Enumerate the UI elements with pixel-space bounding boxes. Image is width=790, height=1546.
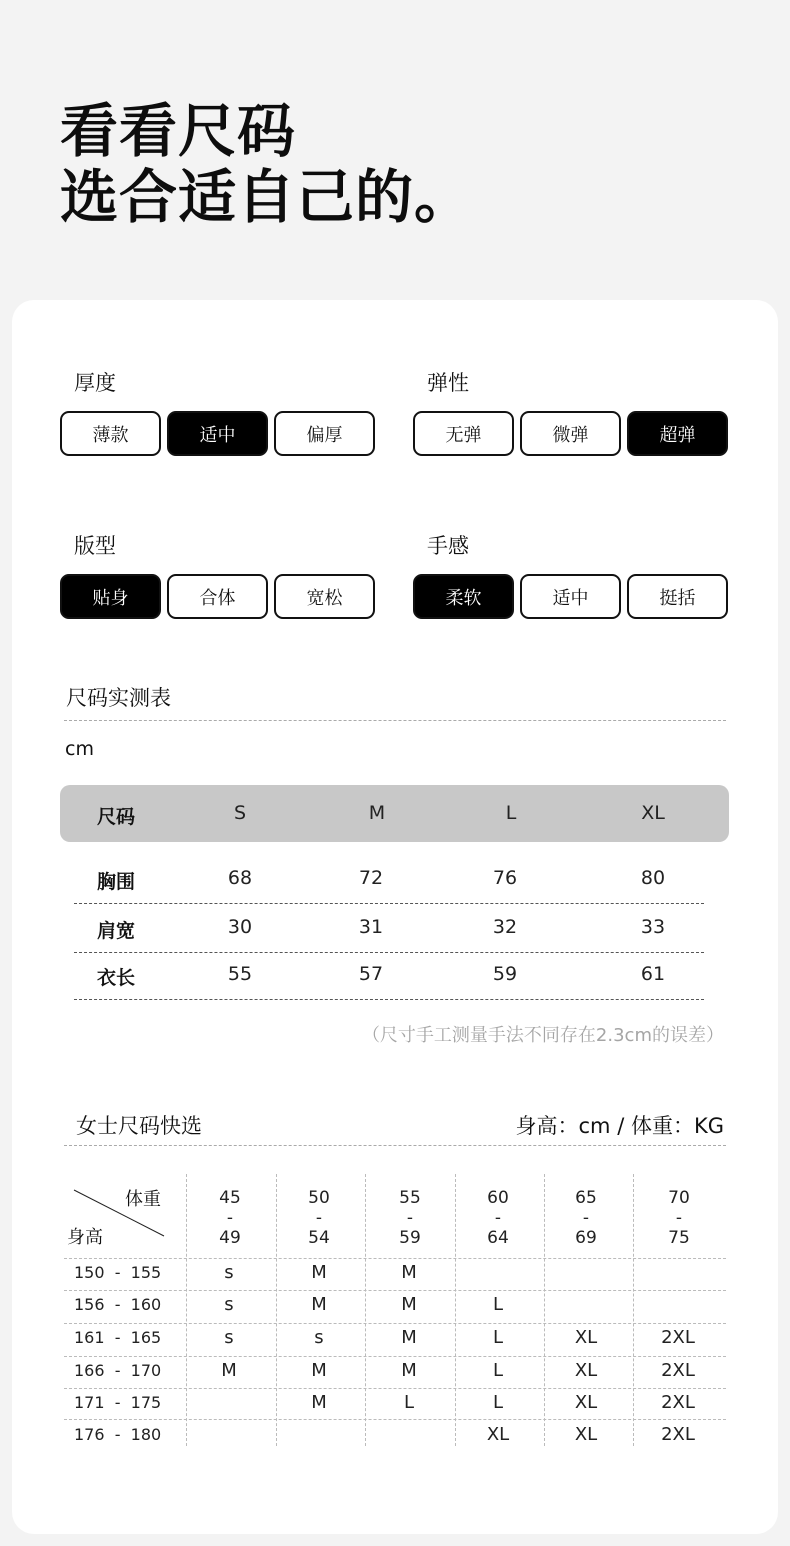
grid-line <box>633 1174 634 1446</box>
opt-super-stretch[interactable]: 超弹 <box>627 411 728 456</box>
size-cell: M <box>311 1294 327 1315</box>
size-cell: L <box>492 1360 504 1381</box>
size-cell: s <box>314 1327 324 1348</box>
size-cell: M <box>221 1360 237 1381</box>
opt-soft[interactable]: 柔软 <box>413 574 514 619</box>
measure-value: 30 <box>227 916 253 938</box>
divider <box>64 1145 726 1146</box>
size-cell: XL <box>574 1424 598 1445</box>
measure-header-s: S <box>233 802 247 824</box>
divider <box>64 720 726 721</box>
size-cell: M <box>401 1327 417 1348</box>
divider <box>74 903 704 904</box>
size-cell: L <box>492 1327 504 1348</box>
divider <box>74 999 704 1000</box>
size-cell: M <box>311 1262 327 1283</box>
height-range: 171 - 175 <box>74 1393 162 1412</box>
grid-line <box>64 1323 726 1324</box>
height-range: 166 - 170 <box>74 1361 162 1380</box>
weight-header: 体重 <box>125 1189 161 1210</box>
grid-line <box>276 1174 277 1446</box>
weight-range: 45 - 49 <box>219 1188 241 1248</box>
size-cell: s <box>224 1327 234 1348</box>
opt-loose[interactable]: 宽松 <box>274 574 375 619</box>
height-header: 身高 <box>67 1227 103 1248</box>
size-cell: XL <box>486 1424 510 1445</box>
opt-regular[interactable]: 合体 <box>167 574 268 619</box>
measure-value: 68 <box>227 867 253 889</box>
headline-line-1: 看看尺码 <box>60 97 297 165</box>
measure-note: （尺寸手工测量手法不同存在2.3cm的误差） <box>361 1025 724 1046</box>
measure-title: 尺码实测表 <box>66 686 171 710</box>
size-cell: L <box>492 1294 504 1315</box>
height-range: 161 - 165 <box>74 1328 162 1347</box>
attr-group-fit <box>60 531 380 609</box>
measure-value: 72 <box>358 867 384 889</box>
size-cell: s <box>224 1262 234 1283</box>
measure-value: 55 <box>227 963 253 985</box>
attr-title: 厚度 <box>74 371 116 395</box>
opt-slight-stretch[interactable]: 微弹 <box>520 411 621 456</box>
attr-title: 手感 <box>427 534 469 558</box>
opt-thick[interactable]: 偏厚 <box>274 411 375 456</box>
attr-group-thickness <box>60 368 380 446</box>
grid-line <box>64 1258 726 1259</box>
size-cell: 2XL <box>661 1392 695 1413</box>
height-range: 176 - 180 <box>74 1425 162 1444</box>
measure-value: 32 <box>492 916 518 938</box>
attr-title: 弹性 <box>427 371 469 395</box>
opt-stiff[interactable]: 挺括 <box>627 574 728 619</box>
size-cell: M <box>401 1294 417 1315</box>
grid-line <box>64 1290 726 1291</box>
headline-line-2: 选合适自己的。 <box>60 163 474 231</box>
opt-slim[interactable]: 贴身 <box>60 574 161 619</box>
size-cell: XL <box>574 1392 598 1413</box>
measure-row-label: 胸围 <box>96 871 135 893</box>
measure-row-label: 肩宽 <box>96 920 135 942</box>
opt-no-stretch[interactable]: 无弹 <box>413 411 514 456</box>
measure-header-xl: XL <box>641 802 665 824</box>
grid-line <box>64 1419 726 1420</box>
measure-header-m: M <box>368 802 386 824</box>
weight-range: 70 - 75 <box>668 1188 690 1248</box>
measure-header-label: 尺码 <box>96 806 135 828</box>
measure-row-label: 衣长 <box>96 967 135 989</box>
grid-line <box>544 1174 545 1446</box>
grid-line <box>64 1388 726 1389</box>
selector-unit: 身高：cm / 体重：KG <box>515 1114 724 1138</box>
grid-line <box>455 1174 456 1446</box>
measure-value: 57 <box>358 963 384 985</box>
size-cell: XL <box>574 1360 598 1381</box>
weight-range: 50 - 54 <box>308 1188 330 1248</box>
measure-unit: cm <box>65 738 94 760</box>
size-cell: 2XL <box>661 1424 695 1445</box>
measure-value: 59 <box>492 963 518 985</box>
headline <box>60 98 473 230</box>
size-cell: 2XL <box>661 1327 695 1348</box>
opt-thin[interactable]: 薄款 <box>60 411 161 456</box>
grid-line <box>365 1174 366 1446</box>
measure-value: 76 <box>492 867 518 889</box>
weight-range: 65 - 69 <box>575 1188 597 1248</box>
size-cell: 2XL <box>661 1360 695 1381</box>
size-cell: XL <box>574 1327 598 1348</box>
size-cell: s <box>224 1294 234 1315</box>
measure-value: 33 <box>640 916 666 938</box>
measure-value: 61 <box>640 963 666 985</box>
weight-range: 60 - 64 <box>487 1188 509 1248</box>
attr-group-elasticity <box>413 368 733 446</box>
height-range: 150 - 155 <box>74 1263 162 1282</box>
measure-value: 31 <box>358 916 384 938</box>
measure-header-l: L <box>505 802 517 824</box>
divider <box>74 952 704 953</box>
selector-title: 女士尺码快选 <box>76 1114 202 1138</box>
size-cell: M <box>311 1392 327 1413</box>
size-card <box>12 300 778 1534</box>
size-cell: M <box>401 1262 417 1283</box>
grid-line <box>186 1174 187 1446</box>
size-cell: L <box>403 1392 415 1413</box>
size-cell: M <box>401 1360 417 1381</box>
height-range: 156 - 160 <box>74 1295 162 1314</box>
attr-group-feel <box>413 531 733 609</box>
weight-range: 55 - 59 <box>399 1188 421 1248</box>
size-cell: M <box>311 1360 327 1381</box>
attr-title: 版型 <box>74 534 116 558</box>
measure-value: 80 <box>640 867 666 889</box>
opt-medium[interactable]: 适中 <box>167 411 268 456</box>
size-cell: L <box>492 1392 504 1413</box>
opt-medium-feel[interactable]: 适中 <box>520 574 621 619</box>
grid-line <box>64 1356 726 1357</box>
